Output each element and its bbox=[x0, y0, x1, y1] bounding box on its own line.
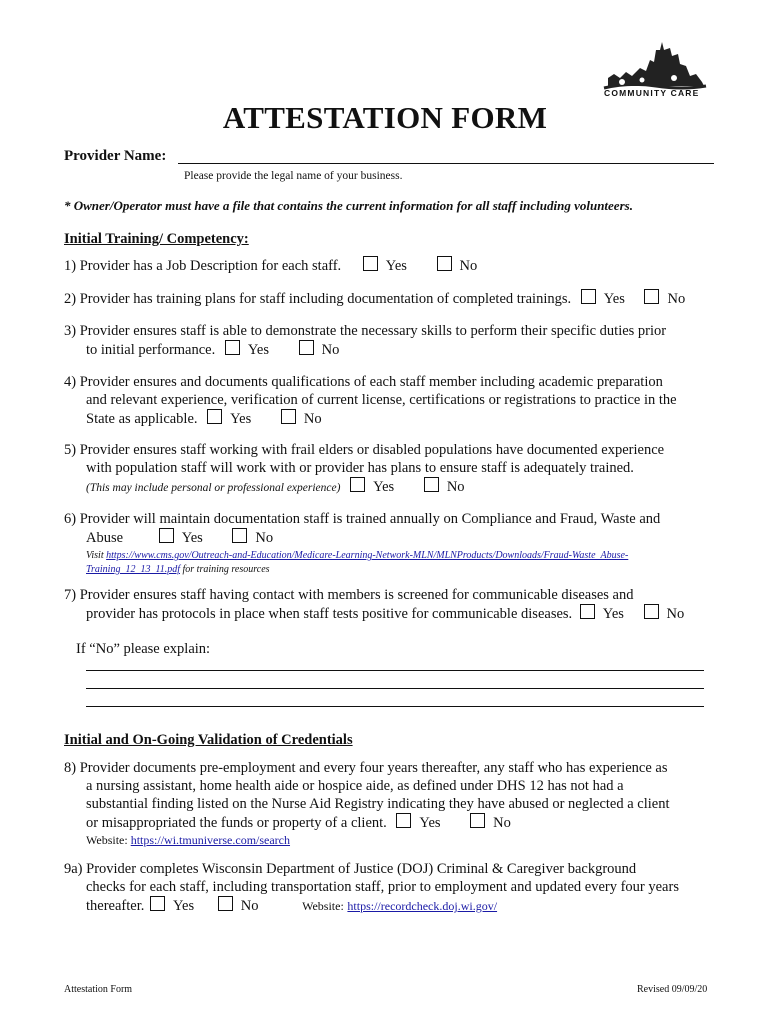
question-5-line2: with population staff will work with or provider has plans to ensure staff is adequately trained. bbox=[86, 460, 634, 476]
q7-explain-line-3[interactable] bbox=[86, 706, 704, 707]
q6-link-suffix: for training resources bbox=[182, 564, 270, 575]
q7-yes-checkbox[interactable] bbox=[580, 604, 595, 619]
q4-yes-checkbox[interactable] bbox=[207, 409, 222, 424]
question-7-line2: provider has protocols in place when staff tests positive for communicable diseases. bbox=[86, 606, 573, 622]
question-9a bbox=[64, 860, 679, 915]
q3-yes-label: Yes bbox=[247, 342, 269, 358]
question-1 bbox=[64, 256, 477, 275]
question-6 bbox=[64, 510, 660, 577]
q3-no-label: No bbox=[321, 342, 340, 358]
question-2-text: 2) Provider has training plans for staff including documentation of completed trainings. bbox=[64, 291, 572, 307]
question-4 bbox=[64, 373, 677, 428]
q5-yes-label: Yes bbox=[373, 479, 395, 495]
provider-name-label: Provider Name: bbox=[64, 148, 167, 164]
question-9a-line3: thereafter. bbox=[86, 898, 145, 914]
q2-yes-label: Yes bbox=[603, 291, 625, 307]
q3-no-checkbox[interactable] bbox=[299, 340, 314, 355]
q1-yes-label: Yes bbox=[385, 258, 407, 274]
q9a-website-label: Website: bbox=[302, 899, 344, 913]
question-3-line1: 3) Provider ensures staff is able to demonstrate the necessary skills to perform their specific duties prior bbox=[64, 323, 667, 339]
question-6-line1: 6) Provider will maintain documentation staff is trained annually on Compliance and Fraud, Waste and bbox=[64, 511, 661, 527]
q5-no-checkbox[interactable] bbox=[424, 477, 439, 492]
q1-no-label: No bbox=[459, 258, 478, 274]
q8-website-label: Website: bbox=[86, 833, 128, 847]
footer-form-name: Attestation Form bbox=[64, 984, 133, 995]
question-8-line4: or misappropriated the funds or property of a client. bbox=[86, 815, 387, 831]
q8-no-label: No bbox=[493, 815, 511, 831]
q9a-yes-label: Yes bbox=[173, 898, 195, 914]
q5-no-label: No bbox=[446, 479, 465, 495]
q4-no-checkbox[interactable] bbox=[281, 409, 296, 424]
question-8-line3: substantial finding listed on the Nurse Aid Registry indicating they have abused or neglected a client bbox=[86, 796, 670, 812]
q6-visit-label: Visit bbox=[86, 550, 104, 561]
question-2 bbox=[64, 289, 685, 308]
question-1-text: 1) Provider has a Job Description for each staff. bbox=[64, 258, 342, 274]
question-8-line1: 8) Provider documents pre-employment and every four years thereafter, any staff who has experience as bbox=[64, 760, 668, 776]
question-5-line1: 5) Provider ensures staff working with frail elders or disabled populations have documented experience bbox=[64, 442, 665, 458]
fraud-waste-abuse-training-link[interactable]: https://www.cms.gov/Outreach-and-Education/Medicare-Learning-Network-MLN/MLNProducts/Downloads/Fraud-Waste_Abuse- bbox=[106, 550, 629, 561]
question-5-line3: (This may include personal or professional experience) bbox=[86, 482, 341, 494]
question-8-line2: a nursing assistant, home health aide or hospice aide, as defined under DHS 12 has not had a bbox=[86, 778, 624, 794]
question-8 bbox=[64, 759, 669, 848]
q9a-no-label: No bbox=[240, 898, 259, 914]
question-4-line2: and relevant experience, verification of current license, certifications or registrations to practice in the bbox=[86, 392, 677, 408]
q7-explain-label: If “No” please explain: bbox=[76, 641, 211, 657]
q7-no-label: No bbox=[666, 606, 685, 622]
q4-no-label: No bbox=[303, 411, 322, 427]
q6-yes-label: Yes bbox=[181, 530, 203, 546]
page-title: ATTESTATION FORM bbox=[222, 100, 548, 135]
footer-revised-date: Revised 09/09/20 bbox=[637, 984, 708, 995]
nurse-aid-registry-link[interactable]: https://wi.tmuniverse.com/search bbox=[130, 833, 291, 847]
question-4-line1: 4) Provider ensures and documents qualifications of each staff member including academic preparation bbox=[64, 374, 663, 390]
q7-no-checkbox[interactable] bbox=[644, 604, 659, 619]
question-4-line3: State as applicable. bbox=[86, 411, 198, 427]
question-9a-line1: 9a) Provider completes Wisconsin Department of Justice (DOJ) Criminal & Caregiver background bbox=[64, 861, 637, 877]
provider-name-field[interactable] bbox=[178, 163, 714, 164]
q2-yes-checkbox[interactable] bbox=[581, 289, 596, 304]
provider-name-hint: Please provide the legal name of your business. bbox=[184, 170, 403, 182]
doj-recordcheck-link[interactable]: https://recordcheck.doj.wi.gov/ bbox=[347, 899, 498, 913]
logo-text: COMMUNITY CARE bbox=[604, 88, 700, 98]
owner-operator-note: * Owner/Operator must have a file that contains the current information for all staff including volunteers. bbox=[64, 198, 633, 213]
q6-no-checkbox[interactable] bbox=[232, 528, 247, 543]
q7-explain-line-2[interactable] bbox=[86, 688, 704, 689]
q4-yes-label: Yes bbox=[230, 411, 252, 427]
question-6-line2: Abuse bbox=[86, 530, 124, 546]
section-initial-training-heading: Initial Training/ Competency: bbox=[64, 231, 249, 247]
q9a-yes-checkbox[interactable] bbox=[150, 896, 165, 911]
q2-no-label: No bbox=[667, 291, 686, 307]
q7-yes-label: Yes bbox=[602, 606, 624, 622]
q9a-no-checkbox[interactable] bbox=[218, 896, 233, 911]
question-3 bbox=[64, 322, 666, 359]
q1-no-checkbox[interactable] bbox=[437, 256, 452, 271]
q8-yes-checkbox[interactable] bbox=[396, 813, 411, 828]
section-credentials-heading: Initial and On-Going Validation of Credentials bbox=[64, 732, 353, 748]
question-7-line1: 7) Provider ensures staff having contact with members is screened for communicable diseases and bbox=[64, 587, 634, 603]
question-9a-line2: checks for each staff, including transportation staff, prior to employment and updated every four years bbox=[86, 879, 679, 895]
question-3-line2: to initial performance. bbox=[86, 342, 216, 358]
q6-no-label: No bbox=[255, 530, 274, 546]
q6-yes-checkbox[interactable] bbox=[159, 528, 174, 543]
question-5 bbox=[64, 441, 664, 497]
fraud-waste-abuse-training-link-cont[interactable]: Training_12_13_11.pdf bbox=[86, 564, 180, 575]
question-7 bbox=[64, 586, 684, 623]
q5-yes-checkbox[interactable] bbox=[350, 477, 365, 492]
q8-no-checkbox[interactable] bbox=[470, 813, 485, 828]
q3-yes-checkbox[interactable] bbox=[225, 340, 240, 355]
q2-no-checkbox[interactable] bbox=[644, 289, 659, 304]
q8-yes-label: Yes bbox=[419, 815, 441, 831]
q7-explain-line-1[interactable] bbox=[86, 670, 704, 671]
community-care-skyline-logo-icon bbox=[600, 38, 710, 90]
q1-yes-checkbox[interactable] bbox=[363, 256, 378, 271]
